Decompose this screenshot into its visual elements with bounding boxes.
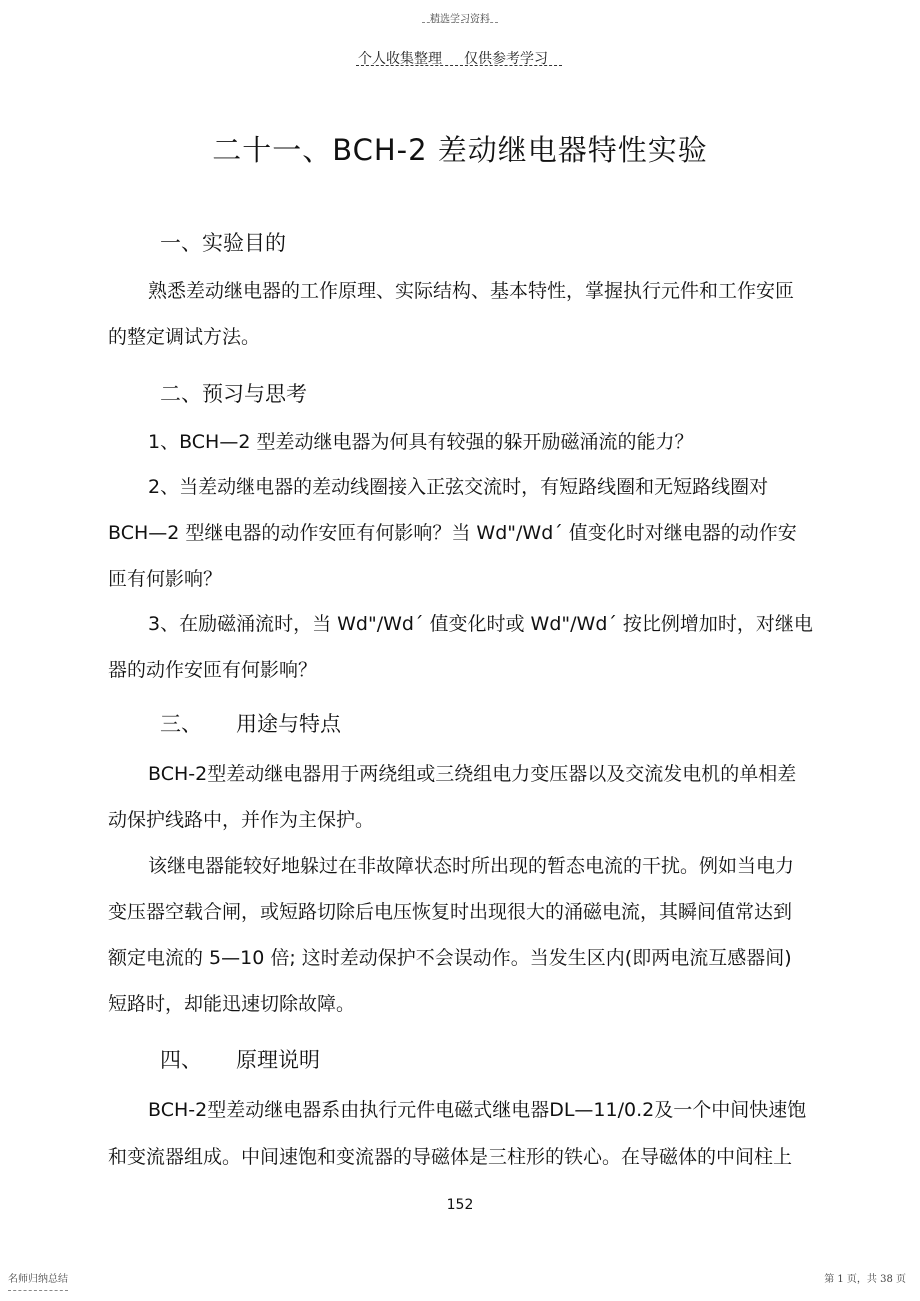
section-3-heading-text: 用途与特点 <box>236 712 341 736</box>
top-watermark-underline <box>422 22 498 23</box>
section-3-heading-number: 三、 <box>160 712 202 736</box>
section-3-heading <box>160 708 341 738</box>
header-left: 个人收集整理 <box>358 51 442 67</box>
section-3-para-1-line-2: 动保护线路中，并作为主保护。 <box>108 809 375 831</box>
header-underline <box>356 65 562 66</box>
question-1: 1、BCH—2 型差动继电器为何具有较强的躲开励磁涌流的能力？ <box>148 431 694 453</box>
page-number: 152 <box>446 1197 474 1213</box>
section-3-para-2-line-4: 短路时，却能迅速切除故障。 <box>108 993 356 1015</box>
question-2-line-2: BCH—2 型继电器的动作安匝有何影响？当 Wd"/Wd´ 值变化时对继电器的动作安 <box>108 522 797 544</box>
footer-left: 名师归纳总结 <box>8 1274 68 1285</box>
section-4-para-line-1: BCH-2型差动继电器系由执行元件电磁式继电器DL—11/0.2及一个中间快速饱 <box>148 1099 807 1121</box>
top-watermark: 精选学习资料 <box>430 14 490 25</box>
section-3-para-2-line-3: 额定电流的 5—10 倍; 这时差动保护不会误动作。当发生区内(即两电流互感器间) <box>108 947 792 969</box>
footer-left-underline <box>8 1290 68 1291</box>
question-3-line-1: 3、在励磁涌流时，当 Wd"/Wd´ 值变化时或 Wd"/Wd´ 按比例增加时，对继电 <box>148 613 813 635</box>
section-3-para-2-line-2: 变压器空载合闸，或短路切除后电压恢复时出现很大的涌磁电流，其瞬间值常达到 <box>108 901 793 923</box>
section-3-para-1-line-1: BCH-2型差动继电器用于两绕组或三绕组电力变压器以及交流发电机的单相差 <box>148 763 797 785</box>
section-4-heading-number: 四、 <box>160 1048 202 1072</box>
question-2-line-1: 2、当差动继电器的差动线圈接入正弦交流时，有短路线圈和无短路线圈对 <box>148 476 769 498</box>
section-1-heading: 一、实验目的 <box>160 231 286 255</box>
question-2-line-3: 匝有何影响？ <box>108 568 223 590</box>
section-1-para-line-1: 熟悉差动继电器的工作原理、实际结构、基本特性，掌握执行元件和工作安匝 <box>148 280 795 302</box>
section-4-heading-text: 原理说明 <box>236 1048 320 1072</box>
section-2-heading: 二、预习与思考 <box>160 382 307 406</box>
footer-right: 第 1 页，共 38 页 <box>824 1274 906 1285</box>
question-3-line-2: 器的动作安匝有何影响？ <box>108 659 318 681</box>
section-4-para-line-2: 和变流器组成。中间速饱和变流器的导磁体是三柱形的铁心。在导磁体的中间柱上 <box>108 1146 793 1168</box>
document-title: 二十一、BCH-2 差动继电器特性实验 <box>212 133 708 167</box>
section-3-para-2-line-1: 该继电器能较好地躲过在非故障状态时所出现的暂态电流的干扰。例如当电力 <box>148 855 795 877</box>
section-1-para-line-2: 的整定调试方法。 <box>108 326 261 348</box>
section-4-heading <box>160 1044 320 1074</box>
header-right: 仅供参考学习 <box>464 51 548 67</box>
